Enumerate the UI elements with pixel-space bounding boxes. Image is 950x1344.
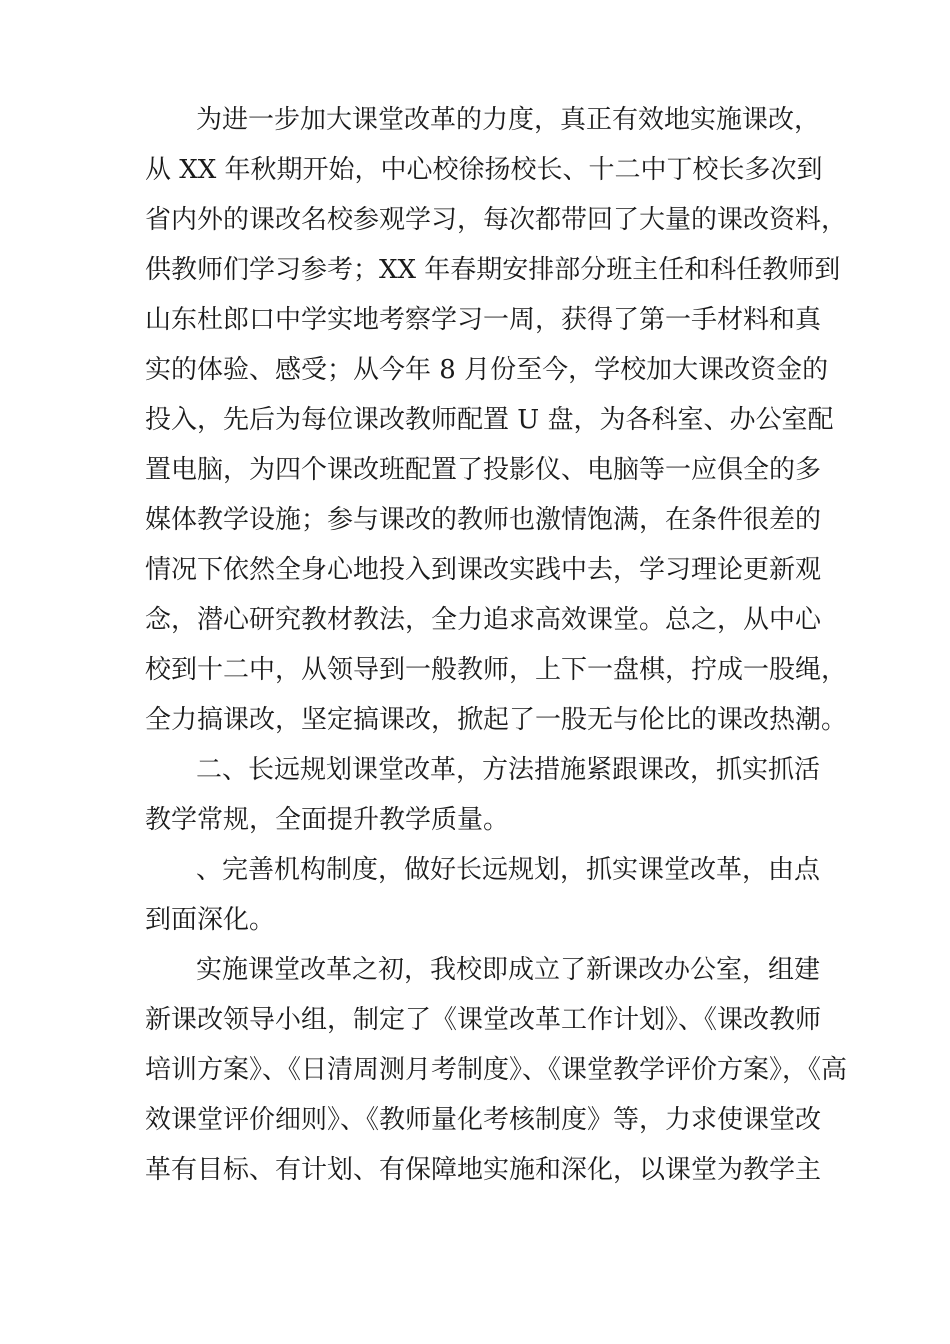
section-heading-line: 二、长远规划课堂改革，方法措施紧跟课改，抓实抓活: [196, 755, 821, 785]
text-line: 全力搞课改，坚定搞课改，掀起了一股无与伦比的课改热潮。: [145, 705, 848, 735]
text-line: 情况下依然全身心地投入到课改实践中去，学习理论更新观: [145, 555, 822, 585]
subheading-line: 、完善机构制度，做好长远规划，抓实课堂改革，由点: [196, 855, 821, 885]
text-line: 实施课堂改革之初，我校即成立了新课改办公室，组建: [196, 955, 821, 985]
text-line: 校到十二中，从领导到一般教师，上下一盘棋，拧成一股绳，: [145, 655, 848, 685]
text-line: 效课堂评价细则》、《教师量化考核制度》等，力求使课堂改: [145, 1105, 822, 1135]
section-heading-line: 教学常规，全面提升教学质量。: [145, 805, 510, 835]
text-line: 从 XX 年秋期开始，中心校徐扬校长、十二中丁校长多次到: [145, 155, 823, 185]
text-line: 投入，先后为每位课改教师配置 U 盘，为各科室、办公室配: [145, 405, 834, 435]
subheading-line: 到面深化。: [145, 905, 276, 935]
text-line: 实的体验、感受；从今年 8 月份至今，学校加大课改资金的: [145, 355, 829, 385]
text-line: 念，潜心研究教材教法，全力追求高效课堂。总之，从中心: [145, 605, 822, 635]
text-line: 山东杜郎口中学实地考察学习一周，获得了第一手材料和真: [145, 305, 822, 335]
text-line: 新课改领导小组，制定了《课堂改革工作计划》、《课改教师: [145, 1005, 822, 1035]
text-line: 媒体教学设施；参与课改的教师也激情饱满，在条件很差的: [145, 505, 822, 535]
text-line: 置电脑，为四个课改班配置了投影仪、电脑等一应俱全的多: [145, 455, 822, 485]
text-line: 培训方案》、《日清周测月考制度》、《课堂教学评价方案》，《高: [145, 1055, 848, 1085]
text-line: 为进一步加大课堂改革的力度，真正有效地实施课改，: [196, 105, 821, 135]
text-line: 省内外的课改名校参观学习，每次都带回了大量的课改资料，: [145, 205, 848, 235]
text-line: 革有目标、有计划、有保障地实施和深化，以课堂为教学主: [145, 1155, 822, 1185]
text-line: 供教师们学习参考；XX 年春期安排部分班主任和科任教师到: [145, 255, 841, 285]
